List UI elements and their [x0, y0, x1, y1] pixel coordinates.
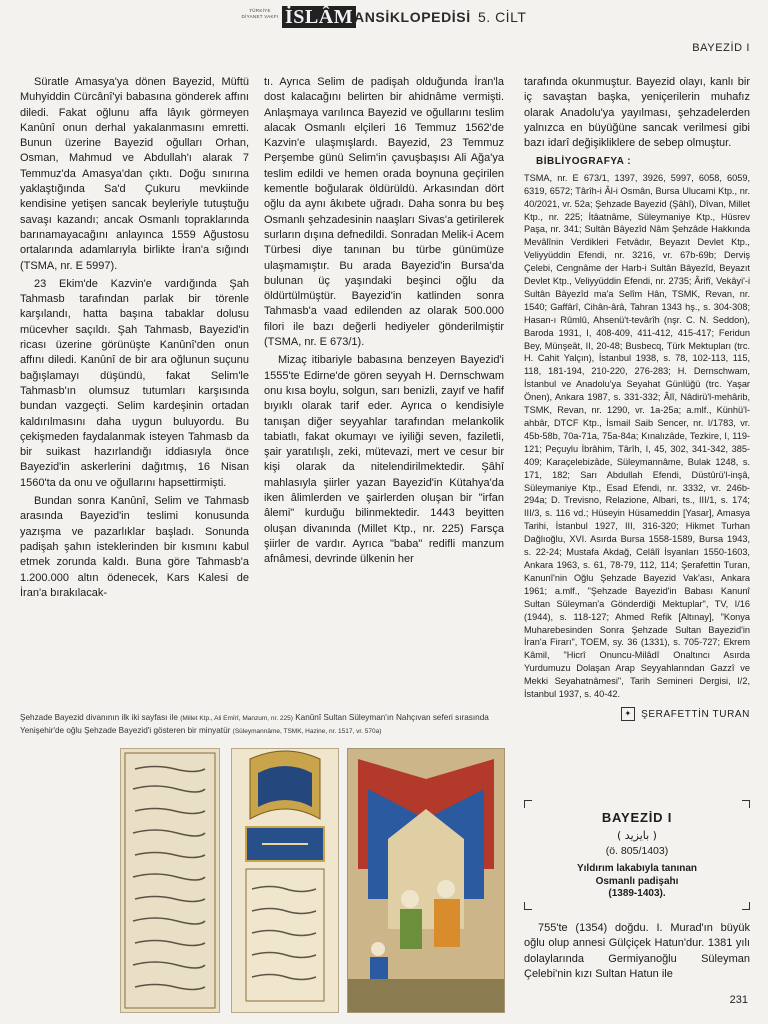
- bibliography-heading: BİBLİYOGRAFYA :: [536, 156, 632, 168]
- illuminated-manuscript-image: [231, 748, 339, 1013]
- paragraph: tı. Ayrıca Selim de padişah olduğunda İran'la dost kalacağını belirten bir ahidnâme vermişti. Anlaşmaya varılınca Bayezid ve oğullarını teslim alacak Osmanlı elçileri 16 Temmuz 1562'de Kazvin'e ulaşmışlardı. Bayezid, 23 Temmuz Perşembe günü Selim'in çavuşbaşısı Ali Ağa'ya teslim edildi ve hemen orada boynuna geçirilen kementle boğularak öldürüldü. Arkasından dört oğlu da aynı âkıbete uğradı. Daha sonra bu beş Osmanlı şehzadesinin naaşları Sivas'a getirilerek surların dışına defnedildi. Sonradan Melik-i Acem Türbesi diye tanınan bu türbe günümüze ulaşmamıştır. Bu arada Bayezid'in Bursa'da bulunan üç yaşındaki beşinci oğlu da öldürtülmüştür. Bayezid'in katlinden sonra Tahmasb'a vaad edilenden az olarak 500.000 filori ile bazı değerli hediyeler gönderilmiştir (TSMA, nr. E 673/1).: [264, 76, 504, 349]
- text-column-2: [264, 75, 504, 568]
- encyclopedia-logo: İSLÂM: [282, 6, 356, 28]
- page-number: 231: [729, 994, 748, 1006]
- entry-dates: (ö. 805/1403): [605, 845, 669, 857]
- paragraph: 755'te (1354) doğdu. I. Murad'ın büyük oğlu olup annesi Gülçiçek Hatun'dur. 1381 yılı dolaylarında Germiyanoğlu Süleyman Çelebi'nin kızı Sultan Hatun ile: [524, 922, 750, 980]
- caption-source: (Süleymannâme, TSMK, Hazine, nr. 1517, vr. 570a): [232, 728, 382, 735]
- entry-arabic-title: ( بايزيد ): [617, 829, 657, 842]
- caption-text: Şehzade Bayezid divanının ilk iki sayfası ile: [20, 713, 178, 722]
- miniature-painting-image: [347, 748, 505, 1013]
- paragraph: Mizaç itibariyle babasına benzeyen Bayezid'i 1555'te Edirne'de gören seyyah H. Dernschwam onu kısa boylu, solgun, sarı benizli, zayıf ve hafif bıyıklı olarak tarif eder. Ayrıca o kendisiyle tanışan diğer seyyahlar tarafından melankolik tabiatlı, fakat okumayı ve iyiliği seven, faziletli, şair yaratılışlı, zeki, mütevazi, mert ve cesur bir kişi olarak da nitelendirilmektedir. Şâhî mahlasıyla şiirler yazan Bayezid'in Kütahya'da iken âlimlerden ve şairlerden oluşan bir "irfan âlemi" kurduğu bilinmektedir. 1443 beyitten oluşan divanında (Millet Ktp., nr. 225) Farsça şiirler de vardır. Ayrıca "baba" redifli manzum afnâmesi, devrinde ülkenin her: [264, 354, 504, 566]
- entry-description-line: Yıldırım lakabıyla tanınan: [576, 863, 698, 874]
- author-name: ŞERAFETTİN TURAN: [641, 708, 750, 720]
- entry-body: [524, 921, 750, 982]
- entry-description: [524, 863, 750, 888]
- paragraph: Bundan sonra Kanûnî, Selim ve Tahmasb arasında Bayezid'in teslimi konusunda yazışma ve pazarlıklar başladı. Sonunda padişah şahın isteklerinden bir kısmını kabul etmek zorunda kaldı. Buna göre Tahmasb'a 1.200.000 altın ödenecek, Kars Kalesi de İran'a bırakılacak-: [20, 495, 249, 599]
- illumination-illustration: [232, 749, 338, 1012]
- entry-reign: (1389-1403).: [608, 888, 666, 899]
- text-column-3: [524, 75, 750, 722]
- text-column-1: [20, 75, 249, 601]
- paragraph: Süratle Amasya'ya dönen Bayezid, Müftü Muhyiddin Cürcânî'yi babasına gönderek affını diledi. Fakat oğlunu affa lâyık görmeyen Kanûnî onun derhal yakalanmasını emretti. Bunun üzerine Bayezid oğulları Orhan, Osman, Mahmud ve Abdullah'ı alarak 7 Temmuz'da Amasya'dan çıktı. Doğu sınırına yaklaştığında Sa'd Çukuru mevkiinde kendisine yetişen sancak beyleriyle tutuştuğu savaşı kazandı; ancak Osmanlı topraklarında barınamayacağını anlayınca 1559 Ağustosu ortalarında adamlarıyla birlikte İran'a sığındı (TSMA, nr. E 5997).: [20, 76, 249, 272]
- caption-text: Kanûnî Sultan Süleyman'ın Nahçıvan seferi sırasında Yenişehir'de oğlu Şehzade Bayezid'i gösteren bir minyatür: [20, 713, 489, 735]
- running-title: BAYEZİD I: [692, 42, 750, 54]
- entry-title: BAYEZİD I: [601, 810, 673, 825]
- corner-mark: [524, 800, 532, 808]
- miniature-illustration: [348, 749, 504, 1012]
- publisher-caption: TÜRKİYE DİYANET VAKFI: [241, 8, 279, 19]
- figure-caption: [20, 712, 508, 738]
- caption-source: (Millet Ktp., Ali Emîrî, Manzum, nr. 225): [180, 715, 293, 722]
- encyclopedia-title: ANSİKLOPEDİSİ: [354, 9, 471, 25]
- corner-mark: [742, 800, 750, 808]
- author-mark-icon: ✦: [621, 707, 635, 721]
- corner-mark: [524, 902, 532, 910]
- page-header: [0, 6, 768, 32]
- volume-label: 5. CİLT: [478, 9, 527, 25]
- corner-mark: [742, 902, 750, 910]
- entry-header-box: [524, 800, 750, 910]
- entry-description-line: Osmanlı padişahı: [595, 875, 679, 887]
- paragraph: 23 Ekim'de Kazvin'e vardığında Şah Tahmasb tarafından parlak bir törenle karşılandı, hatta başına tabaklar dolusu mücevher saçıldı. Şah Tahmasb, Bayezid'in ricası üzerine görünüşte Kanûnî'den onun affını diledi. Kanûnî de bir ara oğlunun suçunu bağışlamayı düşündü, fakat Selim'le Tahmasb'ın olumsuz tutumları karşısında bundan vazgeçti. Selim kardeşinin ortadan kaldırılmasını daha uygun buluyordu. Bu çekişmeden faydalanmak isteyen Tahmasb da bir suikast hazırlandığı iddiasıyla önce Bayezid'in askerlerini dağıtmış, 16 Nisan 1560'ta da onu ve oğullarını hapsettirmişti.: [20, 277, 249, 489]
- paragraph: tarafında okunmuştur. Bayezid olayı, kanlı bir iç savaştan başka, yeniçerilerin muhafız olarak Anadolu'ya yayılması, şehzadelerden yalnızca en büyüğüne sancak verilmesi gibi bazı idarî değişikliklere de sebep olmuştur.: [524, 76, 750, 150]
- author-signature: [524, 707, 750, 722]
- bibliography-text: TSMA, nr. E 673/1, 1397, 3926, 5997, 6058, 6059, 6319, 6572; Târîh-i Âl-i Osmân, Bursa Ulucami Ktp., nr. 40/2021, vr. 52a; Şehzade Bayezid (Şâhî), Dîvan, Millet Ktp., nr. 225; İtâatnâme, Süleymaniye Ktp., Hüsrev Paşa, nr. 341; Sultân Bâyezîd Nâm Şehzâde Hakkında Mevâlînin Verdikleri Fetvâdır, Beyazıt Devlet Ktp., Veliyyüddin Efendi, nr. 3216, vr. 67b-69b; Derviş Çelebi, Cengnâme der Harb-i Sultân Bâyezîd, Beyazıt Devlet Ktp., Veliyyüddin Efendi, nr. 2735; Ârifî, Vekâyi'-i Sultân Bâyezîd ma'a Selîm Hân, TSMK, Revan, nr. 1540; Gaffârî, Cihân-ârâ, Tahran 1343 hş., s. 304-308; Hasan-ı Rûmlû, Ahsenü't-tevârîh (nşr. C. N. Seddon), Baroda 1931, I, 408-409, 411-412, 415-417; Feridun Bey, Münşeât, II, 20-48; Busbecq, Türk Mektupları (trc. H. Cahit Yalçın), İstanbul 1938, s. 78, 102-113, 115, 118, 181-194, 210-220, 276-283; H. Dernschwam, İstanbul ve Anadolu'ya Seyahat Günlüğü (trc. Yaşar Önen), Ankara 1987, s. 331-332; Âlî, Nâdirü'l-mehârib, TSMK, Revan, nr. 1290, vr. 1a-25a; a.mlf., Künhü'l-ahbâr, DTCF Ktp., İsmail Saib Sencer, nr. I/1783, vr. 45b-58b, 70a-71a, 75a-84a; Kınalızâde, Tezkire, I, 119-121; Peçuylu İbrâhim, Târîh, I, 45, 302, 341-342, 385-409; Karaçelebizâde, Süleymannâme, Bulak 1248, s. 171, 182; Sarı Abdullah Efendi, Düstûrü'l-inşâ, Süleymaniye Ktp., Esad Efendi, nr. 3332, vr. 246b-294a; D. Trevisno, Relazione, Albari, ts., III/1, s. 174; III/3, s. 116 vd.; Hüseyin Hüsameddin [Yasar], Amasya Tarihi, İstanbul 1927, III, 316-320; Hikmet Turhan Dağlıoğlu, XVI. Asırda Bursa 1558-1589, Bursa 1943, s. 22-24; Mustafa Akdağ, Celâlî İsyanları 1550-1603, Ankara 1963, s. 61, 78-79, 112, 114; Şerafettin Turan, Kanunî'nin Oğlu Şehzade Bayezid Vak'ası, Ankara 1961; a.mlf., "Şehzade Bayezid'in Babası Kanunî Sultan Süleyman'a Gönderdiği Mektuplar", TV, I/16 (1944), s. 118-127; Ahmed Refik [Altınay], "Konya Muharebesinden Sonra Şehzade Sultan Bayezid'in İran'a Firarı", TOEM, sy. 36 (1331), s. 705-727; Ekrem Kâmil, "Hicrî Onuncu-Milâdî Onaltıncı Asırda Yurdumuzu Dolaşan Arap Seyyahlarından Gazzî ve Mekki Seyahatnâmesi", Tarih Semineri Dergisi, I/2, İstanbul 1937, s. 40-42.: [524, 172, 750, 700]
- manuscript-text-illustration: [121, 749, 219, 1012]
- manuscript-page-image: [120, 748, 220, 1013]
